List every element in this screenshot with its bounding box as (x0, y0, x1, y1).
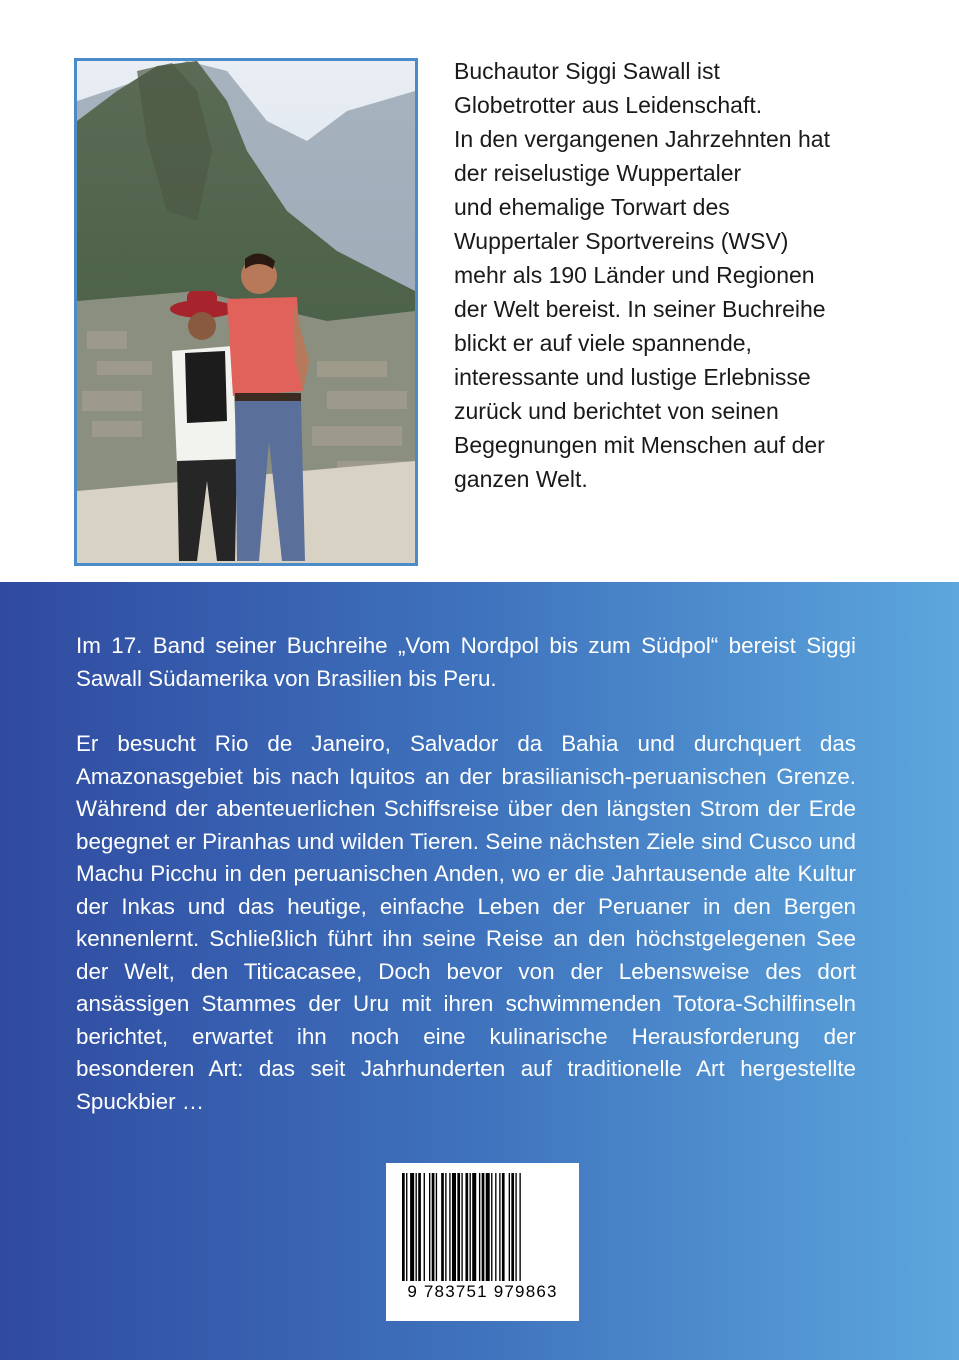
barcode-bar (495, 1173, 496, 1281)
blurb-body: Er besucht Rio de Janeiro, Salvador da Bahia und durchquert das Amazonasgebiet bis nach Iquitos an der brasilianisch-peruanischen Grenze. Während der abenteuerlichen Schiffsreise über den längsten Strom der Erde begegnet er Piranhas und wilden Tieren. Seine nächsten Ziele sind Cusco und Machu Picchu in den peruanischen Anden, wo er die Jahrtausende alte Kultur der Inkas und das heutige, einfache Leben der Peruaner in den Bergen kennenlernt. Schließlich führt ihn seine Reise an den höchstgelegenen See der Welt, den Titicacasee, Doch bevor von der Lebensweise des dort ansässigen Stammes der Uru mit ihren schwimmenden Totora-Schilfinseln berichtet, erwartet ihn noch eine kulinarische Herausforderung der besonderen Art: das seit Jahrhunderten auf traditionelle Art hergestellte Spuckbier … (76, 731, 856, 1114)
barcode-bar (465, 1173, 468, 1281)
bio-line: Begegnungen mit Menschen auf der (454, 432, 825, 458)
barcode-bar (429, 1173, 430, 1281)
barcode-bar (424, 1173, 425, 1281)
barcode-bar (509, 1173, 510, 1281)
bio-line: In den vergangenen Jahrzehnten hat (454, 126, 830, 152)
bio-line: mehr als 190 Länder und Regionen (454, 262, 815, 288)
bio-line: der Welt bereist. In seiner Buchreihe (454, 296, 826, 322)
bio-line: ganzen Welt. (454, 466, 588, 492)
barcode-bar (445, 1173, 446, 1281)
barcode-bar (402, 1173, 405, 1281)
author-photo-image (77, 61, 415, 563)
isbn-number: 9 783751 979863 (407, 1282, 558, 1301)
barcode-bar (410, 1173, 414, 1281)
barcode-bars (402, 1173, 563, 1281)
bio-line: Globetrotter aus Leidenschaft. (454, 92, 763, 118)
bio-line: interessante und lustige Erlebnisse (454, 364, 811, 390)
barcode-bar (502, 1173, 505, 1281)
isbn-barcode (386, 1163, 579, 1321)
barcode-bar (519, 1173, 520, 1281)
barcode-bar (511, 1173, 514, 1281)
barcode-bar (432, 1173, 435, 1281)
barcode-bar (499, 1173, 500, 1281)
barcode-bar (470, 1173, 471, 1281)
barcode-bar (486, 1173, 490, 1281)
bio-line: der reiselustige Wuppertaler (454, 160, 742, 186)
barcode-bar (461, 1173, 462, 1281)
barcode-bar (416, 1173, 417, 1281)
bio-line: zurück und berichtet von seinen (454, 398, 779, 424)
author-bio (454, 54, 924, 496)
barcode-bar (449, 1173, 450, 1281)
barcode-bar (457, 1173, 460, 1281)
barcode-bar (472, 1173, 476, 1281)
barcode-bar (441, 1173, 444, 1281)
author-photo (74, 58, 418, 566)
bio-line: und ehemalige Torwart des (454, 194, 730, 220)
barcode-bar (479, 1173, 480, 1281)
barcode-bar (452, 1173, 456, 1281)
barcode-bar (436, 1173, 437, 1281)
bio-line: Buchautor Siggi Sawall ist (454, 58, 720, 84)
barcode-bar (418, 1173, 421, 1281)
bio-line: Wuppertaler Sportvereins (WSV) (454, 228, 789, 254)
blurb-intro: Im 17. Band seiner Buchreihe „Vom Nordpol bis zum Südpol“ bereist Siggi Sawall Südamerika von Brasilien bis Peru. (76, 633, 856, 691)
barcode-bar (406, 1173, 407, 1281)
bio-line: blickt er auf viele spannende, (454, 330, 752, 356)
barcode-bar (491, 1173, 492, 1281)
barcode-bar (482, 1173, 485, 1281)
barcode-bar (515, 1173, 516, 1281)
